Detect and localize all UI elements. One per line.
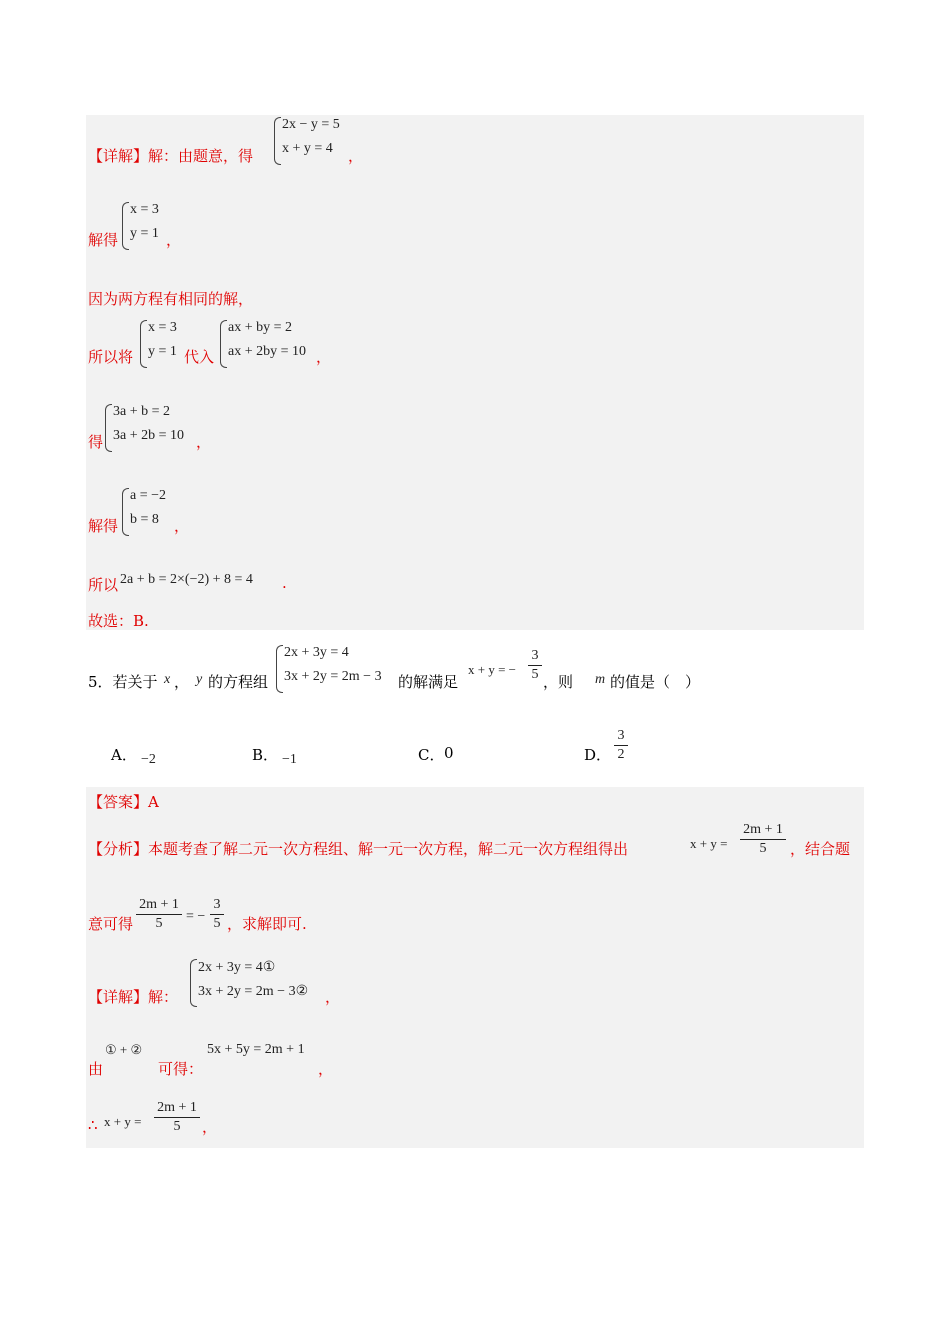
comma: ， <box>166 231 182 249</box>
system-row: b = 8 <box>130 512 159 527</box>
system-row: a = −2 <box>130 488 167 503</box>
fraction-denominator: 2 <box>617 747 625 762</box>
question-5-cond: 的解满足 <box>398 673 459 691</box>
solve-label: 解得 <box>88 231 119 249</box>
same-solution-text: 因为两方程有相同的解， <box>88 290 254 308</box>
equation-system-6 <box>122 488 182 536</box>
period: . <box>282 574 287 592</box>
line2-prefix: 意可得 <box>88 915 134 933</box>
equation-system-4 <box>220 320 325 368</box>
comma: ， <box>202 1118 218 1136</box>
fraction-numerator: 3 <box>531 648 539 663</box>
comma: ， <box>316 348 332 366</box>
from-label: 由 <box>88 1060 104 1078</box>
question-5-system <box>276 645 401 693</box>
question-5-mid: 的方程组 <box>208 673 269 691</box>
analysis-suffix: ，结合题 <box>790 840 851 858</box>
option-a-label[interactable]: A． <box>111 746 137 764</box>
equation-system-5 <box>105 404 200 452</box>
system-row: 3a + b = 2 <box>113 404 171 419</box>
fraction-numerator: 3 <box>617 728 625 743</box>
system-row: ax + by = 2 <box>228 320 293 335</box>
system-row: y = 1 <box>148 344 177 359</box>
fraction-numerator: 2m + 1 <box>139 897 179 912</box>
system-row: y = 1 <box>130 226 159 241</box>
line2-fraction-2 <box>210 897 224 932</box>
so-label: 所以 <box>88 576 119 594</box>
analysis-fraction <box>740 822 786 857</box>
result-expression: 2a + b = 2×(−2) + 8 = 4 <box>120 572 253 587</box>
final-fraction <box>154 1100 200 1135</box>
fraction-denominator: 5 <box>531 667 539 682</box>
option-d-label[interactable]: D． <box>584 746 612 764</box>
solve-label-2: 解得 <box>88 517 119 535</box>
system-row: 2x + 3y = 4 <box>284 645 349 660</box>
can-get-label: 可得： <box>158 1060 204 1078</box>
comma: ， <box>318 1060 334 1078</box>
detail-label-2: 【详解】解： <box>88 988 179 1006</box>
comma: ， <box>196 433 212 451</box>
system-row: x + y = 4 <box>282 141 333 156</box>
get-label: 得 <box>88 433 104 451</box>
separator: ， <box>174 673 190 691</box>
comma: ， <box>348 147 364 165</box>
detail-label: 【详解】解：由题意，得 <box>88 147 254 165</box>
answer-line: 【答案】A <box>88 793 159 811</box>
line2-fraction-1 <box>136 897 182 932</box>
option-d-fraction <box>614 728 628 763</box>
substitute-label: 代入 <box>184 348 215 366</box>
sum-expression: 5x + 5y = 2m + 1 <box>207 1042 305 1057</box>
analysis-prefix: 【分析】本题考查了解二元一次方程组、解一元一次方程，解二元一次方程组得出 <box>88 840 629 858</box>
fraction-numerator: 2m + 1 <box>743 822 783 837</box>
system-row: x = 3 <box>130 202 159 217</box>
option-b-label[interactable]: B． <box>252 746 279 764</box>
fraction-numerator: 3 <box>213 897 221 912</box>
option-c-label[interactable]: C． <box>418 746 445 764</box>
fraction-denominator: 5 <box>155 916 163 931</box>
equation-system-3 <box>140 320 190 368</box>
option-a-value: −2 <box>141 752 156 767</box>
var-x: x <box>164 672 171 687</box>
line2-equals: = − <box>186 909 206 924</box>
system-row: 2x − y = 5 <box>282 117 340 132</box>
cond-expression: x + y = − <box>468 662 516 677</box>
option-c-value: 0 <box>444 744 454 762</box>
question-5-tail-1: ，则 <box>543 673 574 691</box>
equation-system-7 <box>190 959 330 1007</box>
fraction-denominator: 5 <box>173 1119 181 1134</box>
var-m: m <box>595 672 606 687</box>
so-put-label: 所以将 <box>88 348 134 366</box>
system-row: 3a + 2b = 10 <box>113 428 185 443</box>
comma: ， <box>174 517 190 535</box>
system-row: 3x + 2y = 2m − 3 <box>284 669 382 684</box>
choice-conclusion: 故选：B. <box>88 612 149 630</box>
detail-line <box>88 145 253 166</box>
comma: ， <box>325 988 341 1006</box>
cond-fraction <box>528 648 542 683</box>
circled-sum: ① + ② <box>105 1042 143 1057</box>
system-row: x = 3 <box>148 320 177 335</box>
system-row: 3x + 2y = 2m − 3② <box>198 984 309 999</box>
final-expression: x + y = <box>104 1114 142 1129</box>
var-y: y <box>196 672 203 687</box>
fraction-numerator: 2m + 1 <box>157 1100 197 1115</box>
system-row: 2x + 3y = 4① <box>198 960 276 975</box>
option-b-value: −1 <box>282 752 297 767</box>
line2-suffix: ，求解即可. <box>227 915 307 933</box>
fraction-denominator: 5 <box>213 916 221 931</box>
system-row: ax + 2by = 10 <box>228 344 307 359</box>
solution-block-1 <box>86 115 864 630</box>
therefore-symbol: ∴ <box>88 1116 98 1134</box>
analysis-expression: x + y = <box>690 836 728 851</box>
question-5-tail-2: 的值是（ ） <box>610 673 701 691</box>
question-5-prefix: 5．若关于 <box>88 673 158 691</box>
fraction-denominator: 5 <box>759 841 767 856</box>
